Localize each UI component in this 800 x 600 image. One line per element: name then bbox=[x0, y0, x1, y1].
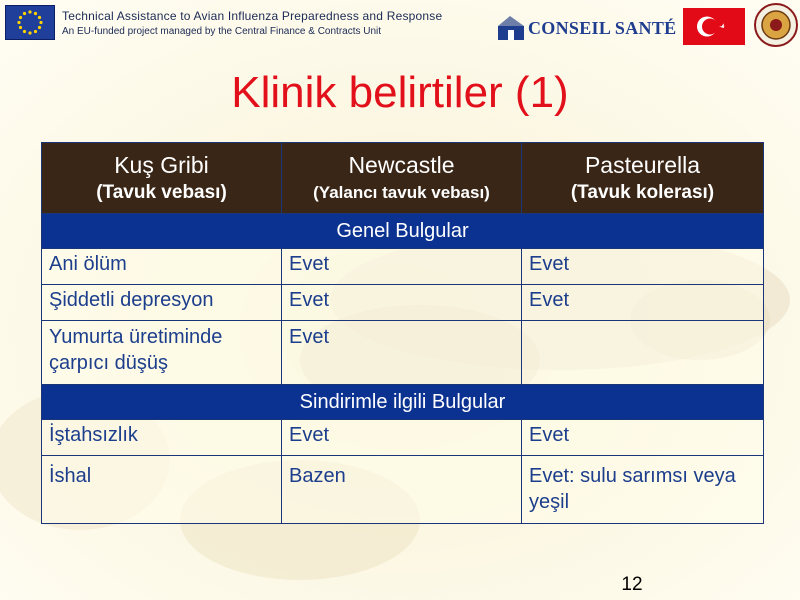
newcastle-cell: Evet bbox=[282, 249, 522, 285]
table-row bbox=[42, 420, 764, 456]
newcastle-cell: Evet bbox=[282, 420, 522, 456]
pasteurella-cell: Evet bbox=[522, 249, 764, 285]
slide-title: Klinik belirtiler (1) bbox=[231, 68, 569, 117]
table-row bbox=[42, 321, 764, 385]
newcastle-cell: Evet bbox=[282, 321, 522, 385]
clinical-signs-table bbox=[41, 142, 764, 524]
section-row-digestive bbox=[42, 385, 764, 420]
symptom-cell: Şiddetli depresyon bbox=[42, 285, 282, 321]
column-header-newcastle bbox=[282, 143, 522, 214]
column-header-avian-influenza bbox=[42, 143, 282, 214]
conseil-sante-text: CONSEIL SANTÉ bbox=[528, 18, 677, 38]
column-header-subtitle: (Tavuk vebası) bbox=[96, 182, 227, 203]
pasteurella-cell bbox=[522, 321, 764, 385]
newcastle-cell: Evet bbox=[282, 285, 522, 321]
column-header-name: Kuş Gribi bbox=[114, 152, 209, 178]
pasteurella-cell: Evet bbox=[522, 420, 764, 456]
pasteurella-cell: Evet bbox=[522, 285, 764, 321]
project-subtitle: An EU-funded project managed by the Central Finance & Contracts Unit bbox=[62, 26, 382, 37]
column-header-name: Newcastle bbox=[348, 152, 455, 178]
symptom-cell: Ani ölüm bbox=[42, 249, 282, 285]
column-header-subtitle: (Tavuk kolerası) bbox=[570, 182, 715, 203]
column-header-pasteurella bbox=[522, 143, 764, 214]
project-title: Technical Assistance to Avian Influenza Preparedness and Response bbox=[62, 9, 443, 23]
section-title: Genel Bulgular bbox=[42, 214, 764, 249]
table-header-row bbox=[42, 143, 764, 214]
table-row bbox=[42, 249, 764, 285]
ministry-seal-icon bbox=[754, 3, 798, 47]
conseil-sante-mark-icon bbox=[496, 12, 526, 42]
column-header-subtitle: (Yalancı tavuk vebası) bbox=[313, 183, 490, 202]
newcastle-cell: Bazen bbox=[282, 456, 522, 524]
symptom-cell: İştahsızlık bbox=[42, 420, 282, 456]
symptom-cell: Yumurta üretiminde çarpıcı düşüş bbox=[42, 321, 282, 385]
symptom-cell: İshal bbox=[42, 456, 282, 524]
section-row-general bbox=[42, 214, 764, 249]
turkish-flag-icon bbox=[683, 8, 745, 45]
table-row bbox=[42, 285, 764, 321]
column-header-name: Pasteurella bbox=[584, 152, 701, 178]
section-title: Sindirimle ilgili Bulgular bbox=[42, 385, 764, 420]
conseil-sante-logo bbox=[496, 12, 676, 42]
page-number: 12 bbox=[621, 574, 643, 595]
table-row bbox=[42, 456, 764, 524]
pasteurella-cell: Evet: sulu sarımsı veya yeşil bbox=[522, 456, 764, 524]
eu-flag-icon bbox=[5, 5, 55, 40]
header-bar bbox=[0, 0, 800, 50]
